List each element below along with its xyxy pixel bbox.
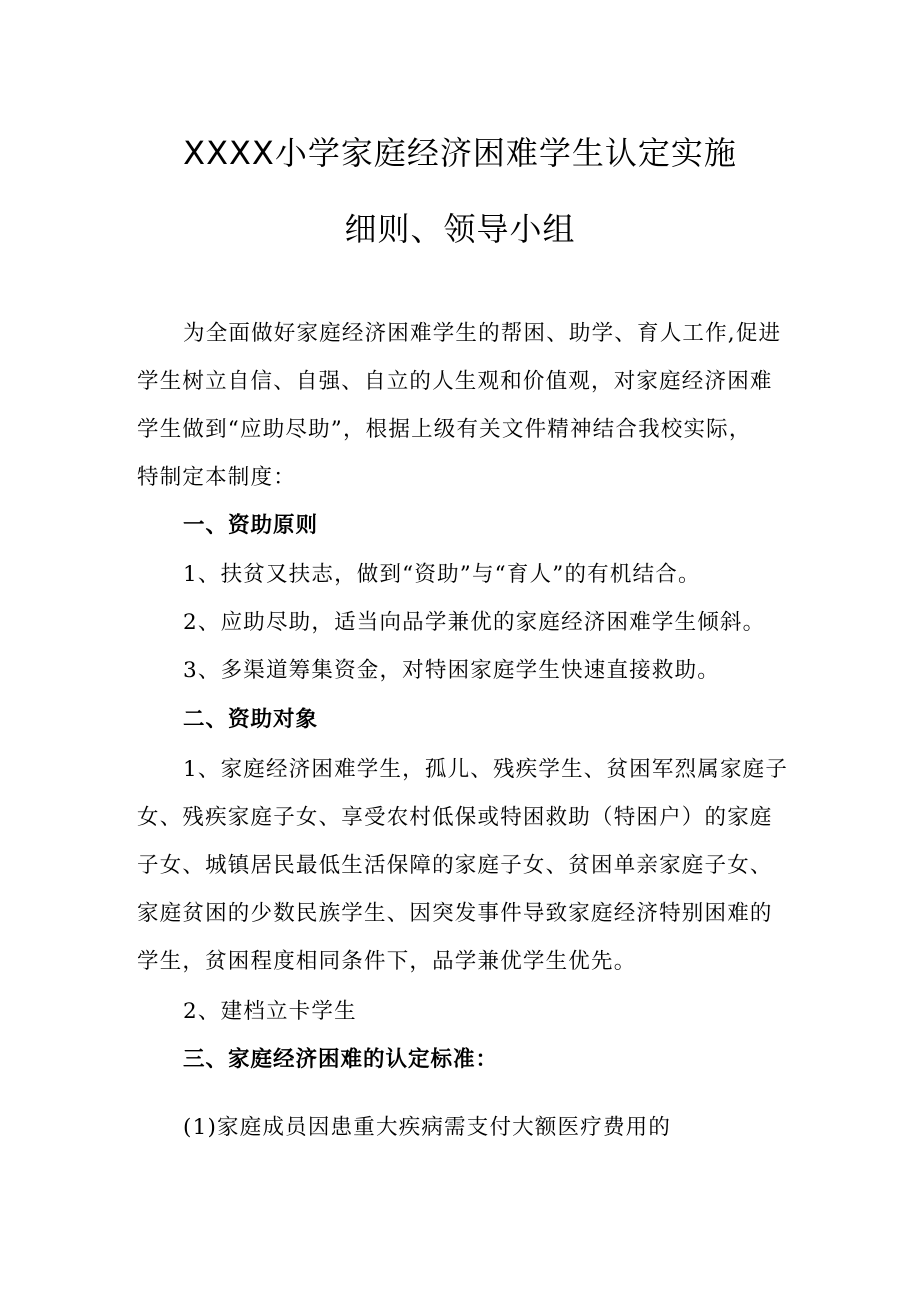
document-title-line-1: XXXX小学家庭经济困难学生认定实施: [183, 134, 737, 172]
section-1-item-2: 2、应助尽助，适当向品学兼优的家庭经济困难学生倾斜。: [183, 610, 766, 635]
section-2-item-1-line-4: 家庭贫困的少数民族学生、因突发事件导致家庭经济特别困难的: [137, 901, 773, 926]
section-1-item-3: 3、多渠道筹集资金，对特困家庭学生快速直接救助。: [183, 658, 720, 683]
section-2-item-1-line-1: 1、家庭经济困难学生，孤儿、残疾学生、贫困军烈属家庭子: [183, 757, 789, 782]
section-2-item-2: 2、建档立卡学生: [183, 999, 357, 1024]
section-2-item-1-line-2: 女、残疾家庭子女、享受农村低保或特困救助（特困户）的家庭: [137, 805, 773, 830]
section-1-item-1: 1、扶贫又扶志，做到“资助”与“育人”的有机结合。: [183, 562, 701, 587]
intro-paragraph-line-4: 特制定本制度：: [137, 465, 296, 490]
section-3-item-1: (1)家庭成员因患重大疾病需支付大额医疗费用的: [183, 1115, 672, 1140]
intro-paragraph-line-2: 学生树立自信、自强、自立的人生观和价值观，对家庭经济困难: [137, 369, 773, 394]
intro-paragraph-line-3: 学生做到“应助尽助”，根据上级有关文件精神结合我校实际，: [137, 417, 752, 442]
document-title-line-2: 细则、领导小组: [344, 210, 576, 248]
section-2-item-1-line-3: 子女、城镇居民最低生活保障的家庭子女、贫困单亲家庭子女、: [137, 853, 773, 878]
intro-paragraph-line-1: 为全面做好家庭经济困难学生的帮困、助学、育人工作,促进: [183, 321, 782, 346]
section-2-heading: 二、资助对象: [183, 707, 319, 732]
section-2-item-1-line-5: 学生，贫困程度相同条件下，品学兼优学生优先。: [137, 949, 637, 974]
section-1-heading: 一、资助原则: [183, 513, 319, 538]
section-3-heading: 三、家庭经济困难的认定标准：: [183, 1047, 499, 1072]
